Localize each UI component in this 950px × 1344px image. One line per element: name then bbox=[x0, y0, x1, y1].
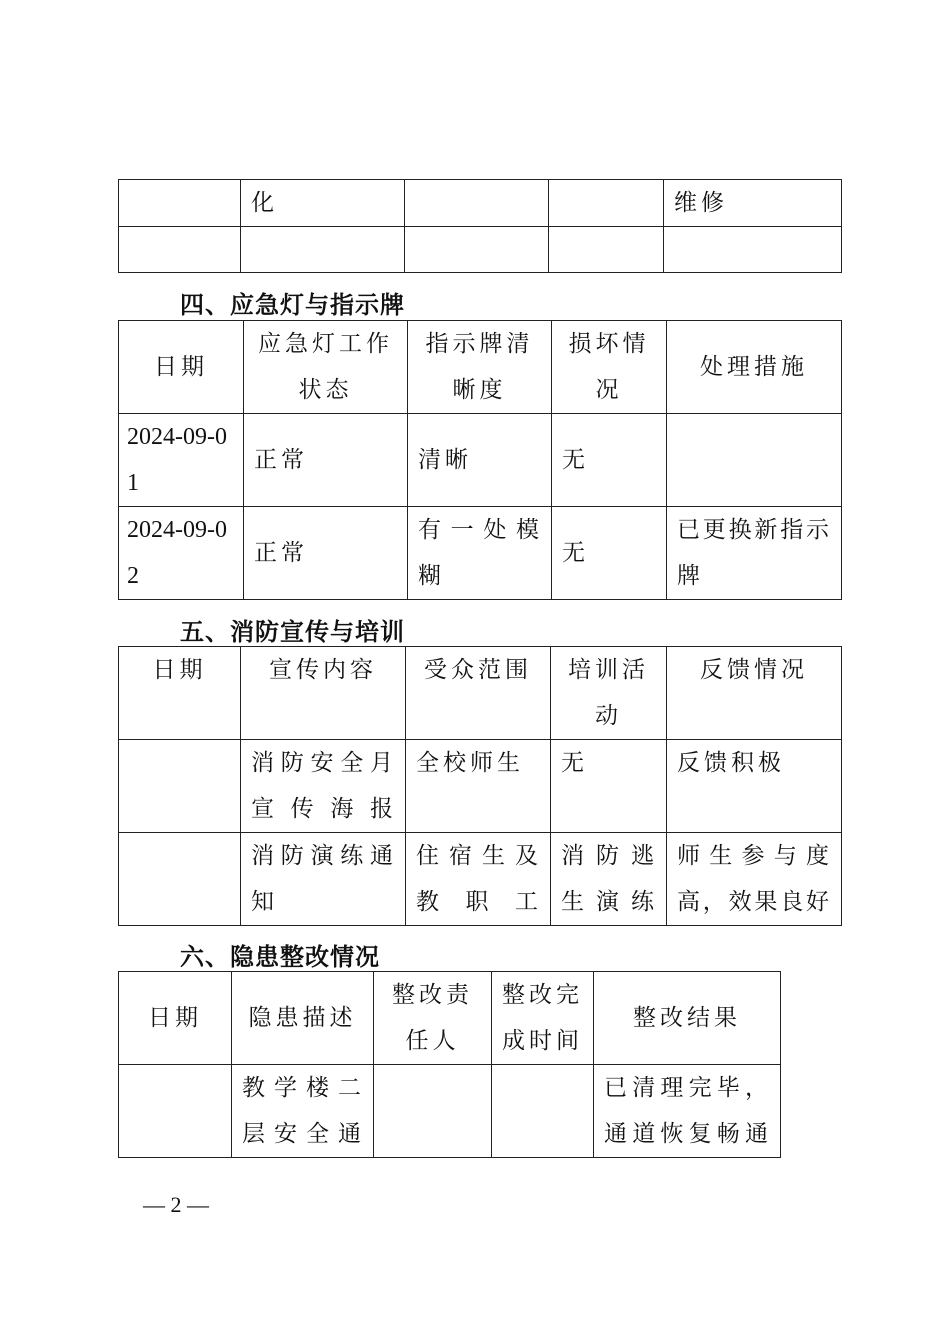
cell bbox=[549, 227, 664, 273]
cell bbox=[119, 227, 241, 273]
cell: 清晰 bbox=[408, 414, 552, 507]
cell bbox=[119, 1065, 232, 1158]
cell: 教学楼二层安全通 bbox=[232, 1065, 374, 1158]
cell: 无 bbox=[552, 414, 667, 507]
cell bbox=[667, 414, 842, 507]
cell bbox=[664, 227, 842, 273]
header-date: 日期 bbox=[119, 972, 232, 1065]
table-hazard-rectification bbox=[118, 971, 781, 1158]
cell: 无 bbox=[551, 740, 667, 833]
header-feedback: 反馈情况 bbox=[667, 647, 842, 740]
cell bbox=[119, 180, 241, 227]
header-date: 日期 bbox=[119, 647, 241, 740]
cell: 反馈积极 bbox=[667, 740, 842, 833]
header-sign-clarity: 指示牌清晰度 bbox=[408, 321, 552, 414]
header-audience: 受众范围 bbox=[406, 647, 551, 740]
table-row bbox=[119, 507, 842, 600]
header-content: 宣传内容 bbox=[241, 647, 406, 740]
cell: 已更换新指示牌 bbox=[667, 507, 842, 600]
cell: 化 bbox=[241, 180, 405, 227]
page-number: — 2 — bbox=[143, 1192, 209, 1217]
header-result: 整改结果 bbox=[594, 972, 781, 1065]
section-heading-emergency-lights: 四、应急灯与指示牌 bbox=[180, 291, 405, 319]
cell: 师生参与度高，效果良好 bbox=[667, 833, 842, 926]
cell: 维修 bbox=[664, 180, 842, 227]
cell bbox=[374, 1065, 492, 1158]
section-heading-hazard-rectification: 六、隐患整改情况 bbox=[180, 943, 380, 971]
cell bbox=[119, 740, 241, 833]
cell bbox=[492, 1065, 594, 1158]
cell: 已清理完毕，通道恢复畅通 bbox=[594, 1065, 781, 1158]
cell: 住宿生及教职工 bbox=[406, 833, 551, 926]
cell bbox=[241, 227, 405, 273]
header-completion-time: 整改完成时间 bbox=[492, 972, 594, 1065]
header-damage: 损坏情况 bbox=[552, 321, 667, 414]
cell: 无 bbox=[552, 507, 667, 600]
cell: 消防逃生演练 bbox=[551, 833, 667, 926]
cell: 消防安全月宣传海报 bbox=[241, 740, 406, 833]
cell bbox=[405, 227, 549, 273]
cell bbox=[119, 833, 241, 926]
cell: 有一处模糊 bbox=[408, 507, 552, 600]
cell: 正常 bbox=[244, 414, 408, 507]
cell: 全校师生 bbox=[406, 740, 551, 833]
table-row bbox=[119, 414, 842, 507]
table-continued bbox=[118, 179, 842, 273]
cell bbox=[549, 180, 664, 227]
header-hazard-desc: 隐患描述 bbox=[232, 972, 374, 1065]
cell-date: 2024-09-02 bbox=[119, 507, 244, 600]
header-light-status: 应急灯工作状态 bbox=[244, 321, 408, 414]
header-date: 日期 bbox=[119, 321, 244, 414]
cell: 消防演练通知 bbox=[241, 833, 406, 926]
header-training: 培训活动 bbox=[551, 647, 667, 740]
header-measures: 处理措施 bbox=[667, 321, 842, 414]
table-emergency-lights bbox=[118, 320, 842, 600]
table-row bbox=[119, 833, 842, 926]
table-row bbox=[119, 1065, 781, 1158]
table-row bbox=[119, 740, 842, 833]
header-responsible: 整改责任人 bbox=[374, 972, 492, 1065]
table-publicity-training bbox=[118, 646, 842, 926]
section-heading-publicity-training: 五、消防宣传与培训 bbox=[180, 618, 405, 646]
cell: 正常 bbox=[244, 507, 408, 600]
cell-date: 2024-09-01 bbox=[119, 414, 244, 507]
cell bbox=[405, 180, 549, 227]
